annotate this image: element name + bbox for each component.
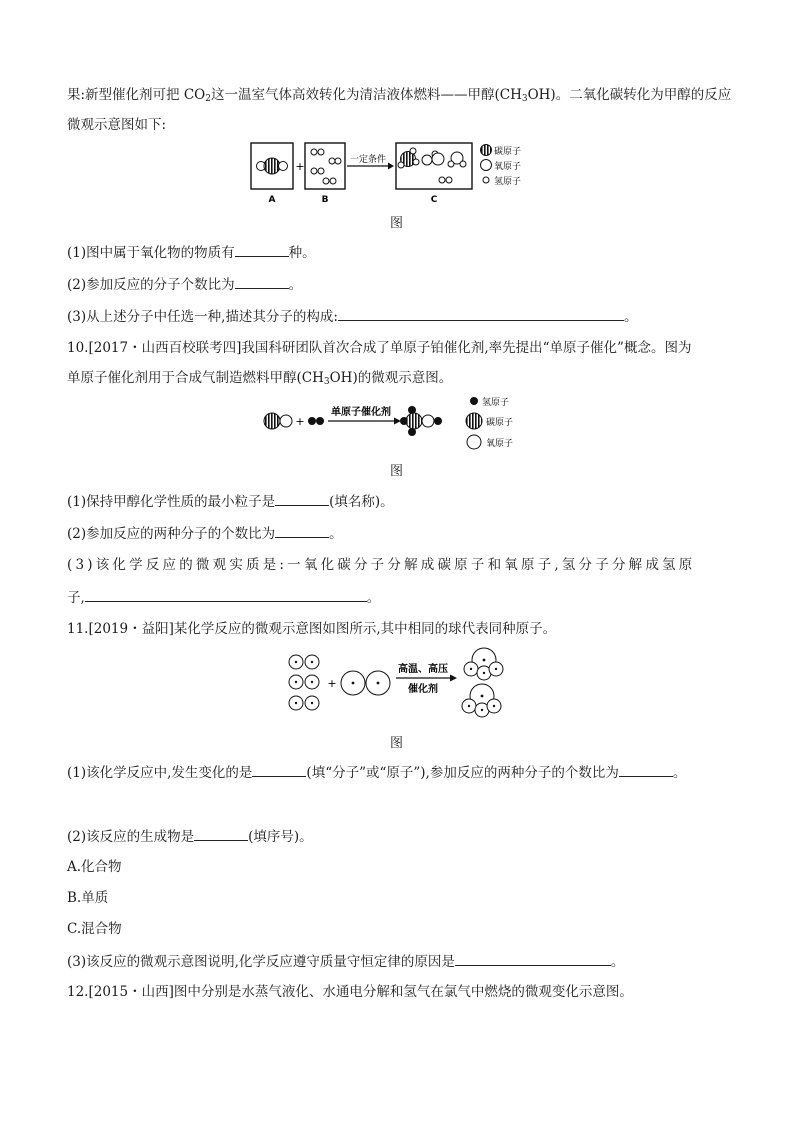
option-b: B.单质 <box>67 890 109 906</box>
o-atom <box>279 162 288 171</box>
label-b: B <box>321 195 329 205</box>
label-c: C <box>430 195 438 205</box>
figure-ammonia-synthesis <box>288 650 508 722</box>
arrow-label: 单原子催化剂 <box>331 407 391 418</box>
legend-carbon-icon <box>466 413 482 429</box>
legend-oxygen: 氧原子 <box>486 439 514 449</box>
h-atom <box>308 417 316 425</box>
q10-stem-line-2: 单原子催化剂用于合成气制造燃料甲醇$(CH_3OH)$的微观示意图。 <box>67 370 453 387</box>
q10-part-1: (1)保持甲醇化学性质的最小粒子是 (填名称)。 <box>67 494 394 510</box>
q12-stem: 12.[2015・山西]图中分别是水蒸气液化、水通电分解和氢气在氯气中燃烧的微观变化示意图。 <box>67 984 633 1000</box>
legend-carbon-icon <box>481 145 492 156</box>
q10-part-3-line-1: (3)该化学反应的微观实质是:一氧化碳分子分解成碳原子和氧原子,氢分子分解成氢原 <box>67 557 696 573</box>
answer-blank[interactable] <box>235 275 289 289</box>
q9-part-1: (1)图中属于氧化物的物质有 种。 <box>67 245 316 261</box>
co-oxygen <box>280 415 292 427</box>
legend-hydrogen: 氢原子 <box>482 398 510 408</box>
figure-1-caption: 图 <box>390 216 404 231</box>
arrow-bottom-label: 催化剂 <box>408 684 438 695</box>
legend-hydrogen-icon <box>470 397 478 405</box>
legend-carbon: 碳原子 <box>486 418 514 428</box>
q10-part-2: (2)参加反应的两种分子的个数比为 。 <box>67 526 343 542</box>
q11-part-2: (2)该反应的生成物是 (填序号)。 <box>67 829 313 845</box>
q9-part-3: (3)从上述分子中任选一种,描述其分子的构成: 。 <box>67 309 638 325</box>
c-atom <box>264 158 280 174</box>
h-atom <box>316 417 324 425</box>
figure-co2-methanol <box>250 140 550 210</box>
q11-part-3: (3)该反应的微观示意图说明,化学反应遵守质量守恒定律的原因是 。 <box>67 954 625 970</box>
answer-blank[interactable] <box>275 492 329 506</box>
arrow-label: 一定条件 <box>349 155 387 165</box>
intro-line-1: 果:新型催化剂可把 $CO_2$这一温室气体高效转化为清洁液体燃料——甲醇$(CH_3OH)$。二氧化碳转化为甲醇的反应 <box>67 87 732 104</box>
plus-sign: + <box>327 677 337 690</box>
answer-blank[interactable] <box>252 763 306 777</box>
figure-2-caption: 图 <box>390 464 404 479</box>
option-a: A.化合物 <box>67 859 122 875</box>
q11-part-1: (1)该化学反应中,发生变化的是 (填“分子”或“原子”),参加反应的两种分子的个数比为 。 <box>67 765 687 781</box>
figure-3-caption: 图 <box>390 736 404 751</box>
label-a: A <box>268 195 276 205</box>
q10-part-3-line-2: 子, 。 <box>67 590 381 606</box>
option-c: C.混合物 <box>67 921 122 937</box>
legend-oxygen-icon <box>467 435 481 449</box>
legend-oxygen-icon <box>481 160 492 171</box>
q11-stem: 11.[2019・益阳]某化学反应的微观示意图如图所示,其中相同的球代表同种原子。 <box>67 621 557 637</box>
answer-blank[interactable] <box>275 524 329 538</box>
plus-sign: + <box>295 415 305 428</box>
figure-syngas-methanol <box>262 395 542 451</box>
q10-stem-line-1: 10.[2017・山西百校联考四]我国科研团队首次合成了单原子铂催化剂,率先提出“单原子催化”概念。图为 <box>67 340 692 356</box>
q9-part-2: (2)参加反应的分子个数比为 。 <box>67 277 303 293</box>
answer-blank[interactable] <box>338 307 624 321</box>
answer-blank[interactable] <box>619 763 673 777</box>
answer-blank[interactable] <box>235 243 289 257</box>
legend-oxygen: 氧原子 <box>494 162 522 172</box>
plus-sign: + <box>295 160 305 173</box>
answer-blank[interactable] <box>194 827 248 841</box>
co-carbon <box>264 413 280 429</box>
arrow-top-label: 高温、高压 <box>398 664 448 675</box>
legend-carbon: 碳原子 <box>494 147 522 157</box>
answer-blank[interactable] <box>455 952 611 966</box>
intro-line-2: 微观示意图如下: <box>67 117 167 133</box>
legend-hydrogen: 氢原子 <box>494 177 522 187</box>
legend-hydrogen-icon <box>483 177 489 183</box>
answer-blank[interactable] <box>85 588 367 602</box>
